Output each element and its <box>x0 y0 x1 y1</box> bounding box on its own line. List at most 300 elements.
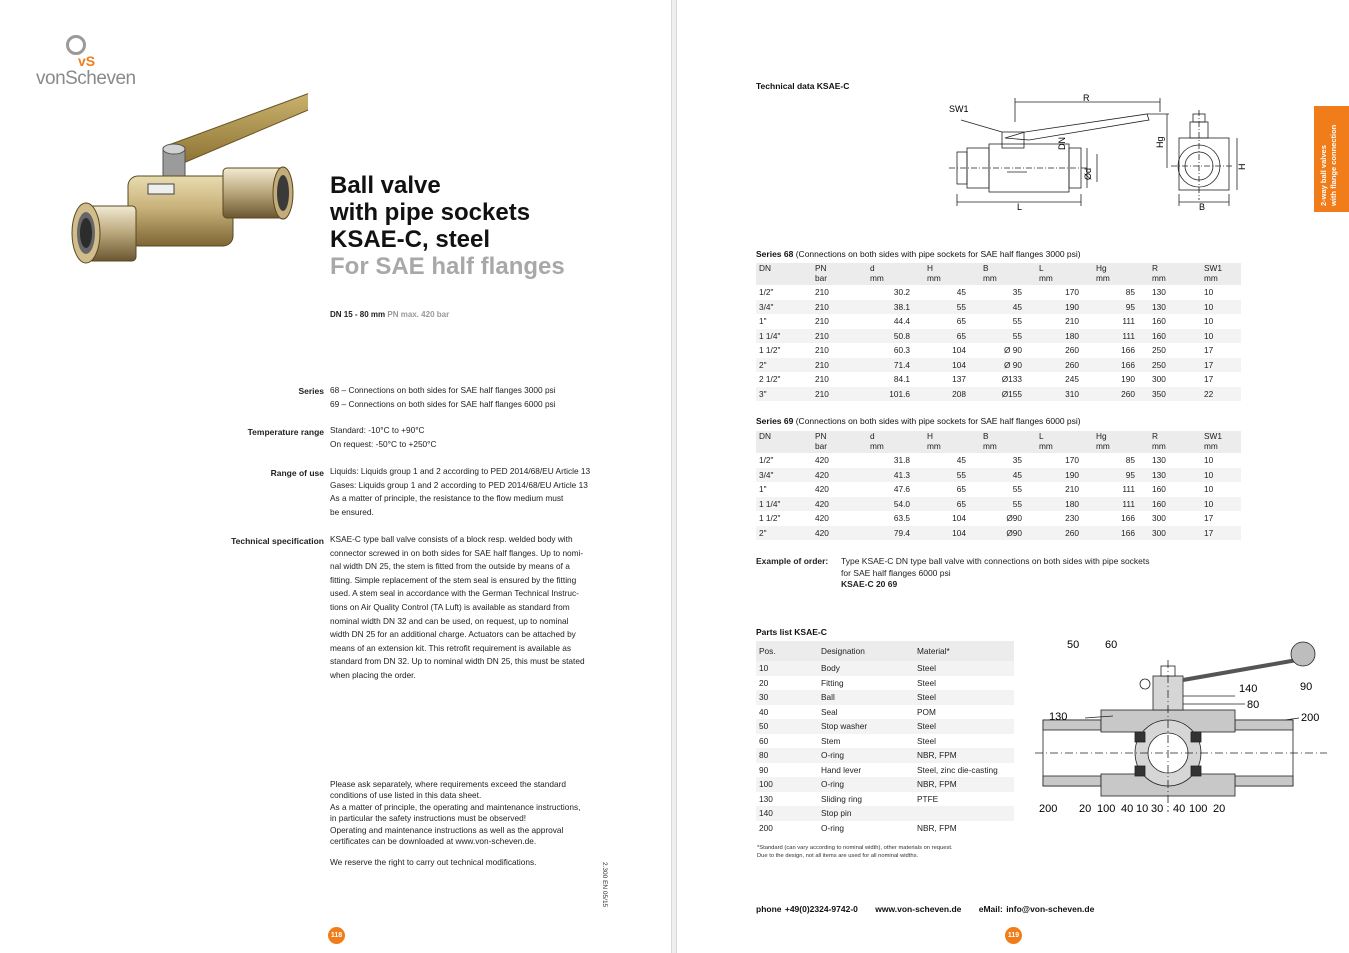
table-cell: 55 <box>1012 484 1022 495</box>
parts-cell: Steel <box>914 661 1014 676</box>
label-10: 10 <box>1136 803 1149 815</box>
parts-cell: 80 <box>756 748 818 763</box>
note-line: As a matter of principle, the operating and maintenance instructions, <box>330 801 581 812</box>
table-cell: 210 <box>815 316 829 327</box>
series-label: Series <box>298 386 324 396</box>
table-cell: 166 <box>1121 513 1135 524</box>
table-cell: 17 <box>1204 513 1214 524</box>
table-cell: 35 <box>1012 455 1022 466</box>
label-100-b: 100 <box>1189 803 1208 815</box>
table-cell: 45 <box>956 455 966 466</box>
label-40-b: 40 <box>1173 803 1186 815</box>
table-cell: 54.0 <box>867 497 924 512</box>
series-69-heading <box>756 416 1081 426</box>
table-header-row <box>756 263 1241 285</box>
dim-hg: Hg <box>1155 136 1165 148</box>
table-cell: 1" <box>759 484 767 495</box>
parts-row <box>756 821 1014 836</box>
table-cell: 160 <box>1149 329 1201 344</box>
table-cell: Ø90 <box>980 526 1036 541</box>
right-page <box>676 0 1349 953</box>
table-cell: 22 <box>1201 387 1241 402</box>
table-cell: 85 <box>1125 287 1135 298</box>
parts-cell: O-ring <box>818 748 914 763</box>
table-cell: 45 <box>980 300 1036 315</box>
table-row <box>756 358 1241 373</box>
table-cell: 260 <box>1036 526 1093 541</box>
table-cell: 71.4 <box>867 358 924 373</box>
table-cell: 3/4" <box>756 300 812 315</box>
column-header: PN bar <box>812 263 867 285</box>
table-cell: 30.2 <box>893 287 910 298</box>
column-header: R mm <box>1149 263 1201 285</box>
side-tab-line-2: with flange connection <box>1329 124 1338 206</box>
parts-row <box>756 792 1014 807</box>
table-cell: 1 1/4" <box>756 329 812 344</box>
table-cell: 300 <box>1149 526 1201 541</box>
table-cell: 38.1 <box>867 300 924 315</box>
dim-b: B <box>1199 202 1206 212</box>
table-cell: 190 <box>1121 374 1135 385</box>
column-header: PN bar <box>812 431 867 453</box>
note-line: conditions of use listed in this data sheet. <box>330 790 482 801</box>
table-cell: 111 <box>1122 316 1135 327</box>
series-69-table <box>756 431 1241 540</box>
table-cell: 2" <box>756 526 812 541</box>
note-line: Operating and maintenance instructions as well as the approval <box>330 824 564 835</box>
technical-spec-line: tions on Air Quality Control (TA Luft) is available as standard from <box>330 601 570 612</box>
table-cell: 210 <box>815 345 829 356</box>
table-cell: 210 <box>812 387 867 402</box>
table-row <box>756 497 1241 512</box>
parts-row <box>756 719 1014 734</box>
table-cell: 111 <box>1122 484 1135 495</box>
table-cell: 1" <box>759 316 767 327</box>
table-cell: 10 <box>1201 468 1241 483</box>
parts-cell: 30 <box>756 690 818 705</box>
table-cell: 210 <box>1065 484 1079 495</box>
use-ensured-text: be ensured. <box>330 506 374 517</box>
table-row <box>756 372 1241 387</box>
table-cell: 130 <box>1149 300 1201 315</box>
label-50: 50 <box>1067 639 1080 651</box>
table-header-row <box>756 431 1241 453</box>
table-cell: 45 <box>956 287 966 298</box>
parts-cell: Seal <box>821 706 838 717</box>
table-cell: 260 <box>1065 345 1079 356</box>
table-cell: 137 <box>952 374 966 385</box>
table-cell: 95 <box>1093 468 1149 483</box>
table-cell: 104 <box>952 513 966 524</box>
page-number-right: 119 <box>1005 927 1022 944</box>
table-row <box>756 387 1241 402</box>
dn-range-text: DN 15 - 80 mm <box>330 310 386 319</box>
title-line-2: with pipe sockets <box>330 199 531 226</box>
column-header: H mm <box>924 263 980 285</box>
parts-cell: 20 <box>759 677 769 688</box>
dim-h: H <box>1237 163 1247 170</box>
parts-list-heading: Parts list KSAE-C <box>756 627 827 637</box>
column-header: Hg mm <box>1093 431 1149 453</box>
label-100-a: 100 <box>1097 803 1116 815</box>
table-cell: Ø155 <box>980 387 1036 402</box>
table-cell: 47.6 <box>893 484 910 495</box>
parts-cell: Steel <box>914 690 1014 705</box>
table-cell: 166 <box>1121 345 1135 356</box>
label-200-bottom: 200 <box>1039 803 1058 815</box>
parts-cell: 90 <box>759 764 769 775</box>
contact-phone: phone +49(0)2324-9742-0 <box>756 904 858 914</box>
table-cell: 104 <box>924 526 980 541</box>
parts-row <box>756 676 1014 691</box>
ball-valve-photo <box>68 76 308 276</box>
table-cell: 65 <box>924 329 980 344</box>
table-cell: 65 <box>956 316 966 327</box>
table-cell: 10 <box>1201 329 1241 344</box>
table-cell: 2 1/2" <box>759 374 781 385</box>
table-row <box>756 511 1241 526</box>
series-68-desc: (Connections on both sides with pipe sockets for SAE half flanges 3000 psi) <box>795 249 1081 259</box>
parts-cell: 100 <box>756 777 818 792</box>
label-30: 30 <box>1151 803 1164 815</box>
parts-cell: POM <box>917 706 936 717</box>
table-cell: 310 <box>1036 387 1093 402</box>
table-cell: Ø133 <box>1001 374 1022 385</box>
parts-row <box>756 777 1014 792</box>
table-cell: 1/2" <box>759 455 774 466</box>
table-row <box>756 285 1241 300</box>
table-row <box>756 482 1241 497</box>
label-20-b: 20 <box>1213 803 1226 815</box>
table-cell: 10 <box>1204 287 1214 298</box>
technical-spec-line: nominal width DN 32 and can be used, on request, up to nominal <box>330 615 569 626</box>
table-cell: 1/2" <box>759 287 774 298</box>
table-cell: 166 <box>1093 526 1149 541</box>
table-cell: 420 <box>812 497 867 512</box>
table-cell: 250 <box>1152 345 1166 356</box>
left-page <box>0 0 672 953</box>
series-69-desc: (Connections on both sides with pipe sockets for SAE half flanges 6000 psi) <box>795 416 1081 426</box>
label-60: 60 <box>1105 639 1118 651</box>
parts-cell: Stem <box>821 735 841 746</box>
contact-footer <box>756 904 1108 914</box>
parts-list-table <box>756 641 1014 835</box>
table-cell: 55 <box>1012 316 1022 327</box>
table-cell: 230 <box>1065 513 1079 524</box>
dim-l: L <box>1017 202 1023 212</box>
dim-od: Ød <box>1083 167 1093 180</box>
use-principle-text: As a matter of principle, the resistance to the flow medium must <box>330 493 564 504</box>
table-row <box>756 343 1241 358</box>
parts-footnote <box>757 844 1057 860</box>
table-cell: 300 <box>1152 513 1166 524</box>
technical-spec-line: means of an extension kit. This retrofit requirement is available as <box>330 642 572 653</box>
series-69-title: Series 69 <box>756 416 794 426</box>
table-cell: 300 <box>1152 374 1166 385</box>
label-80: 80 <box>1247 699 1260 711</box>
label-90: 90 <box>1300 681 1313 693</box>
series-68-heading <box>756 249 1081 259</box>
temperature-label: Temperature range <box>247 427 324 437</box>
note-line: Please ask separately, where requirements exceed the standard <box>330 779 566 789</box>
parts-row <box>756 734 1014 749</box>
technical-spec-line: when placing the order. <box>330 669 416 680</box>
table-cell: 210 <box>812 329 867 344</box>
technical-spec-line: standard from DN 32. Up to nominal width DN 25, this must be stated <box>330 656 585 667</box>
table-row <box>756 468 1241 483</box>
parts-row <box>756 661 1014 676</box>
column-header: R mm <box>1149 431 1201 453</box>
table-row <box>756 526 1241 541</box>
table-cell: Ø 90 <box>980 358 1036 373</box>
column-header: L mm <box>1036 431 1093 453</box>
parts-cell: Body <box>818 661 914 676</box>
table-cell: 17 <box>1201 526 1241 541</box>
table-cell: 55 <box>924 300 980 315</box>
label-130: 130 <box>1049 711 1068 723</box>
note-line: in particular the safety instructions must be observed! <box>330 813 526 824</box>
parts-cell: 130 <box>759 793 773 804</box>
parts-cell: O-ring <box>821 822 845 833</box>
dim-sw1: SW1 <box>949 104 969 114</box>
table-cell: 208 <box>924 387 980 402</box>
table-cell: 10 <box>1204 484 1214 495</box>
table-cell: 41.3 <box>867 468 924 483</box>
temp-standard-text: Standard: -10°C to +90°C <box>330 425 425 435</box>
dn-range <box>330 310 449 319</box>
series-68-text: 68 – Connections on both sides for SAE half flanges 3000 psi <box>330 385 556 395</box>
technical-spec-label: Technical specification <box>231 536 324 546</box>
order-line-2: for SAE half flanges 6000 psi <box>841 567 951 578</box>
technical-spec-line: fitting. Simple replacement of the stem seal is ensured by the fitting <box>330 574 577 585</box>
technical-drawing <box>947 92 1247 214</box>
column-header: SW1 mm <box>1201 431 1241 453</box>
parts-cell: NBR, FPM <box>917 822 957 833</box>
logo-brand-text: vonScheven <box>36 68 136 89</box>
table-cell: 180 <box>1036 329 1093 344</box>
table-cell: 170 <box>1065 455 1079 466</box>
table-row <box>756 329 1241 344</box>
column-header: DN <box>756 263 812 285</box>
technical-spec-line: KSAE-C type ball valve consists of a block resp. welded body with <box>330 534 573 544</box>
table-cell: 130 <box>1152 287 1166 298</box>
order-label: Example of order: <box>756 556 829 566</box>
parts-cell: 200 <box>759 822 773 833</box>
label-40-a: 40 <box>1121 803 1134 815</box>
column-header: d mm <box>867 263 924 285</box>
parts-cell: Steel <box>917 735 936 746</box>
column-header: d mm <box>867 431 924 453</box>
table-cell: 420 <box>815 455 829 466</box>
table-cell: 180 <box>1036 497 1093 512</box>
table-cell: 350 <box>1149 387 1201 402</box>
table-cell: 420 <box>812 468 867 483</box>
table-cell: 190 <box>1036 468 1093 483</box>
parts-row <box>756 705 1014 720</box>
table-cell: 60.3 <box>893 345 910 356</box>
dim-r: R <box>1083 93 1090 103</box>
table-cell: 55 <box>924 468 980 483</box>
table-cell: 250 <box>1149 358 1201 373</box>
table-row <box>756 453 1241 468</box>
column-header: SW1 mm <box>1201 263 1241 285</box>
table-cell: 35 <box>1012 287 1022 298</box>
label-20-a: 20 <box>1079 803 1092 815</box>
table-cell: 1 1/2" <box>759 513 781 524</box>
table-cell: 170 <box>1065 287 1079 298</box>
parts-col-designation: Designation <box>818 641 914 661</box>
table-cell: 85 <box>1125 455 1135 466</box>
table-cell: 65 <box>924 497 980 512</box>
parts-cell: O-ring <box>818 777 914 792</box>
series-68-table <box>756 263 1241 401</box>
table-cell: 111 <box>1093 329 1149 344</box>
table-cell: 1 1/2" <box>759 345 781 356</box>
column-header: DN <box>756 431 812 453</box>
table-cell: 10 <box>1204 455 1214 466</box>
table-cell: Ø 90 <box>1004 345 1022 356</box>
pn-max-text: PN max. 420 bar <box>387 310 450 319</box>
title-line-1: Ball valve <box>330 172 441 199</box>
table-cell: 55 <box>980 329 1036 344</box>
footnote-line-1: *Standard (can vary according to nominal width), other materials on request. <box>757 845 953 851</box>
parts-cell: 10 <box>756 661 818 676</box>
parts-cell: Stop pin <box>818 806 914 821</box>
technical-spec-line: used. A stem seal in accordance with the German Technical Instruc- <box>330 588 579 599</box>
table-cell: 420 <box>812 526 867 541</box>
parts-cell: 140 <box>756 806 818 821</box>
table-cell: 3/4" <box>756 468 812 483</box>
dim-dn: DN <box>1057 137 1067 150</box>
parts-cell: Ball <box>818 690 914 705</box>
table-cell: 190 <box>1036 300 1093 315</box>
use-gases-text: Gases: Liquids group 1 and 2 according to PED 2014/68/EU Article 13 <box>330 479 588 490</box>
table-cell: 65 <box>956 484 966 495</box>
note-line: We reserve the right to carry out technical modifications. <box>330 857 537 868</box>
logo-initials: vS <box>78 53 96 69</box>
table-cell: 10 <box>1204 316 1214 327</box>
table-cell: Ø90 <box>1006 513 1022 524</box>
label-140: 140 <box>1239 683 1258 695</box>
table-cell: 210 <box>815 374 829 385</box>
table-cell: 210 <box>815 287 829 298</box>
table-cell: 245 <box>1065 374 1079 385</box>
table-cell: 2" <box>756 358 812 373</box>
table-cell: 130 <box>1152 455 1166 466</box>
parts-cell: NBR, FPM <box>914 748 1014 763</box>
table-cell: 210 <box>1065 316 1079 327</box>
technical-data-heading: Technical data KSAE-C <box>756 81 850 91</box>
table-cell: 420 <box>815 513 829 524</box>
temp-request-text: On request: -50°C to +250°C <box>330 438 437 449</box>
use-liquids-text: Liquids: Liquids group 1 and 2 according to PED 2014/68/EU Article 13 <box>330 466 591 476</box>
order-line-1: Type KSAE-C DN type ball valve with connections on both sides with pipe sockets <box>841 556 1150 566</box>
technical-spec-line: width DN 25 for an additional charge. Actuators can be attached by <box>330 629 576 640</box>
document-code: 2.300 EN 05/15 <box>601 862 608 908</box>
technical-spec-line: nal width DN 25, the stem is fitted from the outside by means of a <box>330 561 570 572</box>
table-cell: 10 <box>1201 300 1241 315</box>
technical-spec-text <box>330 533 620 683</box>
table-cell: 1 1/4" <box>756 497 812 512</box>
contact-web[interactable]: www.von-scheven.de <box>875 904 962 914</box>
series-text <box>330 384 620 411</box>
series-69-text: 69 – Connections on both sides for SAE half flanges 6000 psi <box>330 398 556 409</box>
parts-row <box>756 806 1014 821</box>
table-cell: 79.4 <box>867 526 924 541</box>
parts-cell: Sliding ring <box>821 793 863 804</box>
parts-row <box>756 763 1014 778</box>
table-cell: 95 <box>1093 300 1149 315</box>
parts-cell: NBR, FPM <box>914 777 1014 792</box>
table-row <box>756 314 1241 329</box>
table-cell: 260 <box>1093 387 1149 402</box>
range-of-use-label: Range of use <box>270 468 324 478</box>
table-cell: 166 <box>1093 358 1149 373</box>
parts-cell: Steel, zinc die-casting <box>917 764 998 775</box>
column-header: Hg mm <box>1093 263 1149 285</box>
parts-row <box>756 690 1014 705</box>
column-header: H mm <box>924 431 980 453</box>
parts-cell: PTFE <box>917 793 939 804</box>
contact-email[interactable]: eMail: info@von-scheven.de <box>978 904 1095 914</box>
column-header: B mm <box>980 263 1036 285</box>
technical-spec-line: connector screwed in on both sides for SAE half flanges. Up to nomi- <box>330 547 584 558</box>
table-cell: 104 <box>924 358 980 373</box>
parts-col-pos: Pos. <box>756 641 818 661</box>
table-cell: 10 <box>1201 497 1241 512</box>
note-line: certificates can be downloaded at www.von-scheven.de. <box>330 836 537 847</box>
parts-header-row <box>756 641 1014 661</box>
parts-cell: Steel <box>917 677 936 688</box>
section-side-tab <box>1314 106 1349 212</box>
parts-cell: 60 <box>759 735 769 746</box>
parts-cell: 50 <box>756 719 818 734</box>
series-68-title: Series 68 <box>756 249 794 259</box>
parts-cell: Fitting <box>821 677 844 688</box>
parts-row <box>756 748 1014 763</box>
parts-col-material: Material* <box>914 641 1014 661</box>
table-cell: 160 <box>1152 484 1166 495</box>
parts-cell <box>914 806 1014 821</box>
notes-block <box>330 779 620 869</box>
table-cell: 111 <box>1093 497 1149 512</box>
temperature-text <box>330 424 620 451</box>
table-cell: 420 <box>815 484 829 495</box>
table-cell: 17 <box>1204 374 1214 385</box>
table-cell: 55 <box>980 497 1036 512</box>
table-cell: 17 <box>1204 345 1214 356</box>
table-cell: 63.5 <box>893 513 910 524</box>
table-cell: 160 <box>1149 497 1201 512</box>
table-cell: 3" <box>756 387 812 402</box>
label-200-right: 200 <box>1301 712 1320 724</box>
footnote-line-2: Due to the design, not all items are used for all nominal widths. <box>757 853 919 859</box>
table-cell: 160 <box>1152 316 1166 327</box>
sectional-drawing <box>1035 636 1335 820</box>
table-cell: 31.8 <box>893 455 910 466</box>
table-cell: 104 <box>952 345 966 356</box>
table-cell: 45 <box>980 468 1036 483</box>
side-tab-line-1: 2-way ball valves <box>1319 145 1328 206</box>
table-cell: 17 <box>1201 358 1241 373</box>
range-of-use-text <box>330 465 620 519</box>
table-cell: 101.6 <box>867 387 924 402</box>
product-title <box>330 172 650 280</box>
table-cell: 210 <box>812 300 867 315</box>
title-subtitle: For SAE half flanges <box>330 253 565 280</box>
table-cell: 84.1 <box>893 374 910 385</box>
table-cell: 210 <box>812 358 867 373</box>
